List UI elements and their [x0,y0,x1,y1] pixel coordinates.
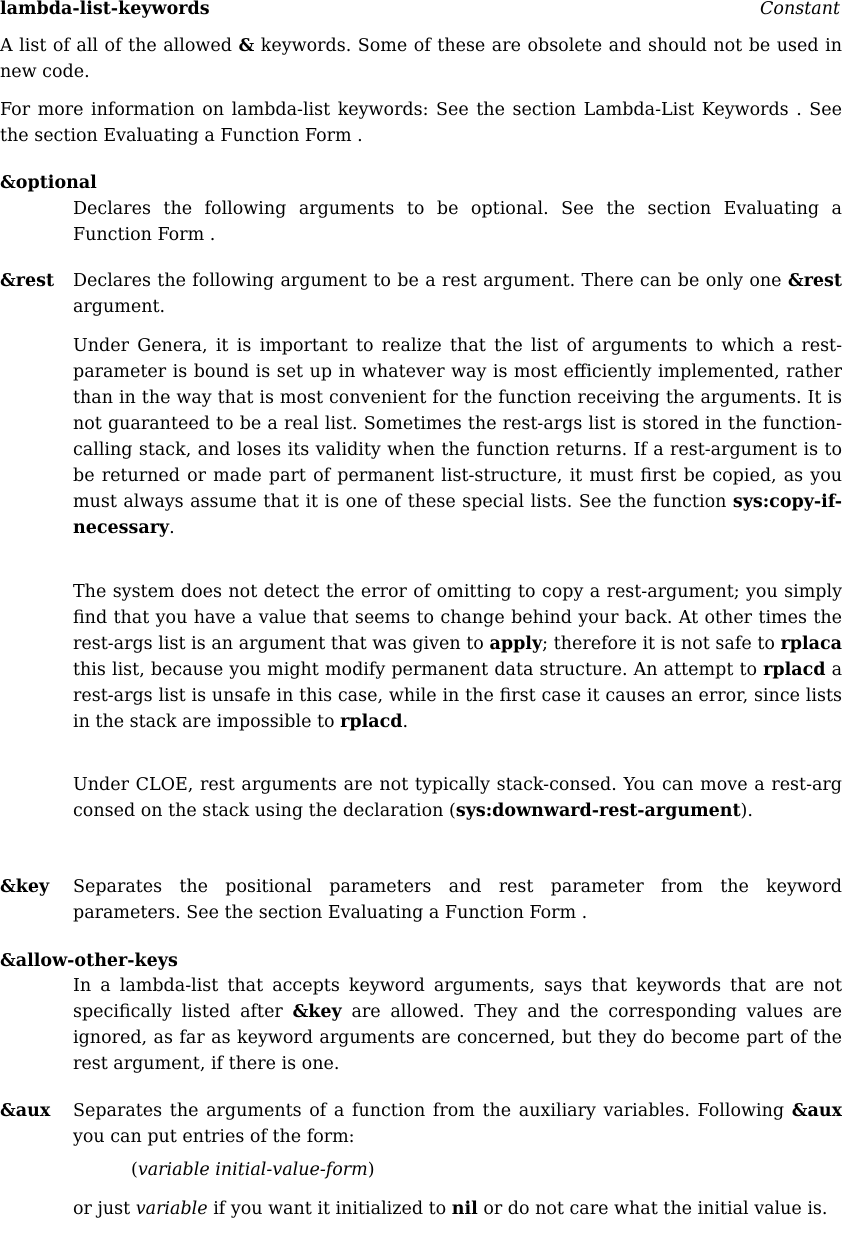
evaluating-function-form-link[interactable]: Evaluating a Function Form [103,126,352,146]
initial-value-form-placeholder: initial-value-form [215,1160,368,1180]
term-key: &key [0,877,50,897]
rplaca-function: rplaca [780,634,842,654]
copy-if-necessary-function: sys:copy-if-necessary [73,492,842,538]
variable-term: variable [135,1199,208,1219]
apply-function: apply [489,634,543,654]
intro-paragraph-2: For more information on lambda-list keywords: See the section Lambda-List Keywords . See the section Evaluating a Function Form . [0,100,842,146]
entry-title: lambda-list-keywords [0,0,210,19]
key-keyword: &key [292,1002,342,1022]
entry-header [0,0,842,22]
ampersand-keyword: & [238,36,255,56]
term-rest: &rest [0,271,55,291]
aux-entry-form: (variable initial-value-form) [131,1160,375,1180]
optional-description: Declares the following arguments to be optional. See the section Evaluating a Function Form . [73,199,842,245]
aux-paragraph-2: or just variable if you want it initialized to nil or do not care what the initial value is. [73,1199,828,1219]
rplacd-function: rplacd [340,712,403,732]
real-term: real [283,414,319,434]
aux-paragraph-1: Separates the arguments of a function from the auxiliary variables. Following &aux you can put entries of the form: [73,1101,842,1147]
key-description: Separates the positional parameters and rest parameter from the keyword parameters. See the section Evaluating a Function Form . [73,877,842,923]
evaluating-function-form-link[interactable]: Evaluating a Function Form [327,903,577,923]
term-optional: &optional [0,173,97,193]
rest-paragraph-2: Under Genera, it is important to realize that the list of arguments to which a rest-parameter is bound is set up in whatever way is most efficiently implemented, rather than in the way that is most convenient for the function receiving the arguments. It is not guaranteed to be a real list. Sometimes the rest-args list is stored in the function-calling stack, and loses its validity when the function returns. If a rest-argument is to be returned or made part of permanent list-structure, it must first be copied, as you must always assume that it is one of these special lists. See the function sys:copy-if-necessary. [73,336,842,538]
rest-paragraph-1: Declares the following argument to be a rest argument. There can be only one &rest argument. [73,271,842,317]
downward-rest-argument-declaration: sys:downward-rest-argument [455,801,741,821]
evaluating-function-form-link[interactable]: Evaluating a Function Form [73,199,842,245]
entry-kind: Constant [760,0,840,19]
rest-keyword: &rest [787,271,842,291]
intro-paragraph-1: A list of all of the allowed & keywords. Some of these are obsolete and should not be used in new code. [0,36,842,82]
term-aux: &aux [0,1101,51,1121]
variable-placeholder: variable [137,1160,210,1180]
allow-other-keys-description: In a lambda-list that accepts keyword arguments, says that keywords that are not specifically listed after &key are allowed. They and the corresponding values are ignored, as far as keyword arguments are concerned, but they do become part of the rest argument, if there is one. [73,976,842,1074]
term-allow-other-keys: &allow-other-keys [0,951,178,971]
nil-constant: nil [451,1199,478,1219]
lambda-list-keywords-link[interactable]: Lambda-List Keywords [583,100,789,120]
rplacd-function: rplacd [763,660,826,680]
rest-paragraph-4: Under CLOE, rest arguments are not typically stack-consed. You can move a rest-arg consed on the stack using the declaration (sys:downward-rest-argument). [73,775,842,821]
aux-keyword: &aux [791,1101,842,1121]
rest-paragraph-3: The system does not detect the error of omitting to copy a rest-argument; you simply find that you have a value that seems to change behind your back. At other times the rest-args list is an argument that was given to apply; therefore it is not safe to rplaca this list, because you might modify permanent data structure. An attempt to rplacd a rest-args list is unsafe in this case, while in the first case it causes an error, since lists in the stack are impossible to rplacd. [73,582,842,732]
